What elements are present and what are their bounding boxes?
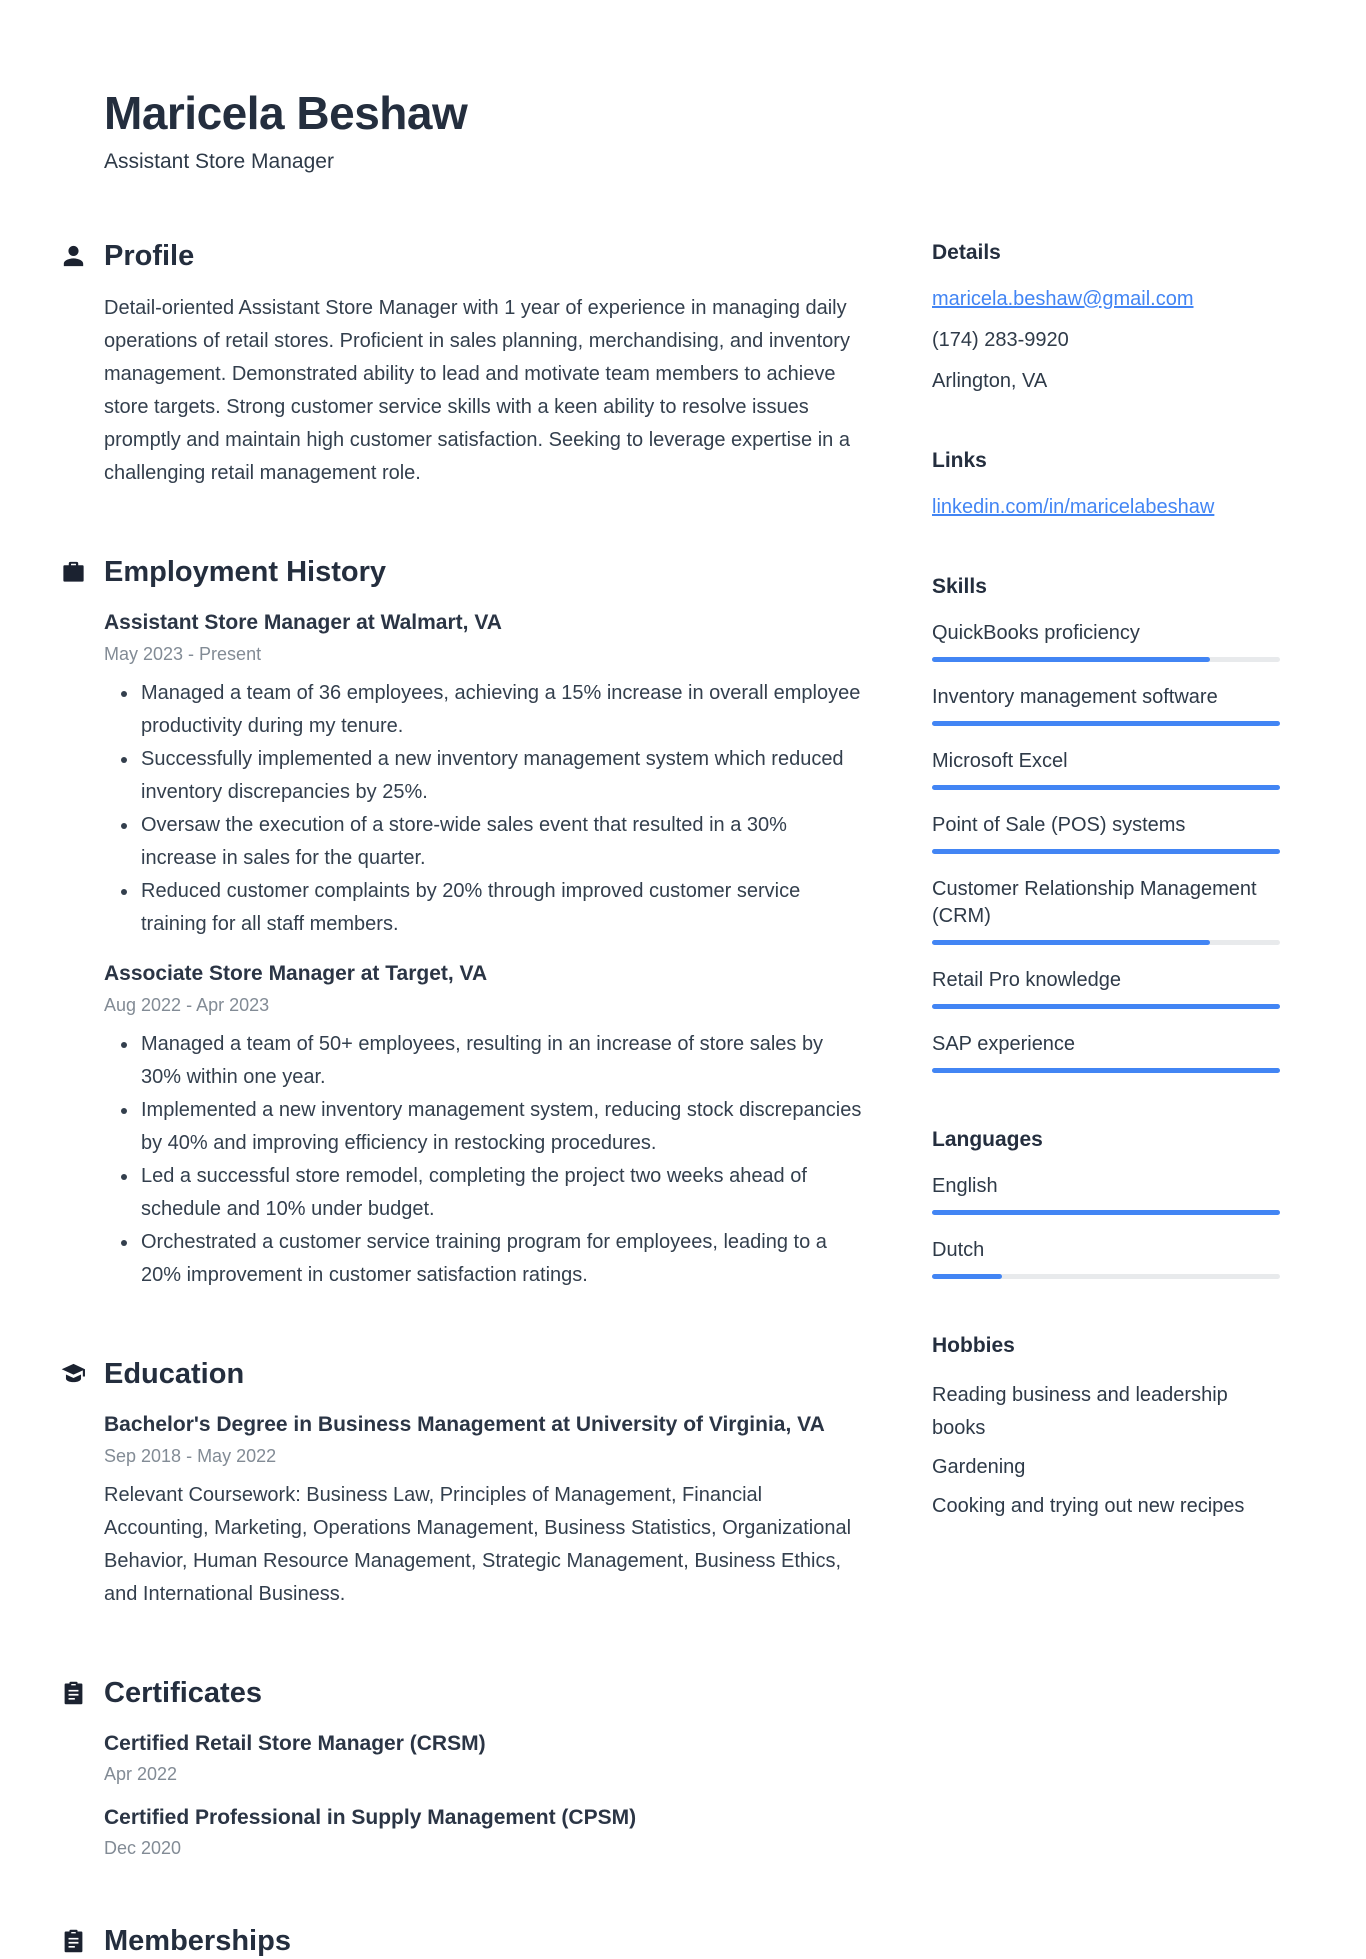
details-section [932,240,1280,394]
skill-bar [932,940,1280,945]
certificate-date: Apr 2022 [104,1764,178,1784]
employment-section [104,554,862,1292]
certificates-heading-label: Certificates [104,1677,262,1709]
skill-label: QuickBooks proficiency [932,622,1140,644]
content-columns [104,174,1280,1959]
link-row [932,494,1280,520]
memberships-section [104,1923,862,1959]
job-title: Associate Store Manager at Target, VA [104,962,488,985]
skill-bar [932,849,1280,854]
language-bar [932,1210,1280,1215]
skill-label: Retail Pro knowledge [932,969,1121,991]
education-heading-label: Education [104,1358,245,1390]
skill-bar-fill [932,1004,1280,1009]
job-bullet: • Successfully implemented a new inventory management system which reduced inventory discrepancies by 25%. [139,743,862,809]
clipboard-icon [60,1928,87,1955]
location: Arlington, VA [932,370,1048,392]
skill-item [932,1031,1280,1073]
language-label: English [932,1175,998,1197]
hobby-item: Reading business and leadership books [932,1384,1228,1439]
employment-heading-label: Employment History [104,556,386,588]
memberships-heading-label: Memberships [104,1925,291,1957]
skill-item [932,876,1280,945]
education-degree: Bachelor's Degree in Business Management at University of Virginia, VA [104,1413,825,1436]
education-period: Sep 2018 - May 2022 [104,1446,277,1466]
languages-heading: Languages [932,1128,1043,1151]
job-entry [104,959,862,1292]
briefcase-icon [60,559,87,586]
job-bullet: • Oversaw the execution of a store-wide sales event that resulted in a 30% increase in sales for the quarter. [139,809,862,875]
certificates-section [104,1675,862,1859]
profile-heading-label: Profile [104,240,195,272]
certificate-title: Certified Professional in Supply Management (CPSM) [104,1806,637,1829]
resume-header [104,88,1280,174]
hobby-item: Gardening [932,1456,1026,1478]
job-bullet: • Reduced customer complaints by 20% through improved customer service training for all staff members. [139,875,862,941]
skill-bar-fill [932,940,1210,945]
skill-bar [932,1068,1280,1073]
job-bullet-list [104,1028,862,1292]
skills-section [932,574,1280,1073]
job-bullet: • Managed a team of 50+ employees, resulting in an increase of store sales by 30% within one year. [139,1028,862,1094]
email-row [932,286,1280,312]
graduation-cap-icon [60,1361,87,1388]
memberships-heading [104,1923,862,1959]
links-heading: Links [932,449,987,472]
language-item [932,1237,1280,1279]
certificate-title: Certified Retail Store Manager (CRSM) [104,1732,486,1755]
job-bullet: • Implemented a new inventory management system, reducing stock discrepancies by 40% and improving efficiency in restocking procedures. [139,1094,862,1160]
job-period: May 2023 - Present [104,644,262,664]
skill-label: Inventory management software [932,686,1218,708]
profile-text: Detail-oriented Assistant Store Manager with 1 year of experience in managing daily operations of retail stores. Proficient in sales planning, merchandising, and inventory management. Demonstrated ability to lead and motivate team members to achieve store targets. Strong customer service skills with a keen ability to resolve issues promptly and maintain high customer satisfaction. Seeking to leverage expertise in a challenging retail management role. [104,297,850,484]
skill-label: Point of Sale (POS) systems [932,814,1186,836]
hobbies-section [932,1333,1280,1523]
job-bullet-list [104,677,862,941]
certificate-date: Dec 2020 [104,1838,182,1858]
language-item [932,1173,1280,1215]
main-column [104,174,862,1959]
skill-item [932,684,1280,726]
job-title: Assistant Store Manager at Walmart, VA [104,611,502,634]
skill-item [932,967,1280,1009]
languages-section [932,1127,1280,1279]
language-bar [932,1274,1280,1279]
person-icon [60,243,87,270]
education-section [104,1356,862,1611]
skill-bar-fill [932,785,1280,790]
skill-bar-fill [932,657,1210,662]
skill-bar [932,721,1280,726]
job-subtitle: Assistant Store Manager [104,150,334,173]
hobbies-heading: Hobbies [932,1334,1015,1357]
employment-heading [104,554,862,590]
job-bullet: • Orchestrated a customer service training program for employees, leading to a 20% improvement in customer satisfaction ratings. [139,1226,862,1292]
skill-item [932,620,1280,662]
links-section [932,448,1280,520]
page-title: Maricela Beshaw [104,87,468,139]
sidebar [932,174,1280,1577]
language-bar-fill [932,1274,1002,1279]
education-heading [104,1356,862,1392]
linkedin-link[interactable]: linkedin.com/in/maricelabeshaw [932,496,1215,518]
skill-item [932,812,1280,854]
language-label: Dutch [932,1239,985,1261]
skill-bar-fill [932,1068,1280,1073]
phone-number: (174) 283-9920 [932,329,1069,351]
job-period: Aug 2022 - Apr 2023 [104,995,270,1015]
skill-bar [932,785,1280,790]
job-entry [104,608,862,941]
certificates-heading [104,1675,862,1711]
skill-label: Customer Relationship Management (CRM) [932,878,1257,927]
details-heading: Details [932,241,1001,264]
skill-label: SAP experience [932,1033,1076,1055]
job-bullet: • Managed a team of 36 employees, achieving a 15% increase in overall employee productivity during my tenure. [139,677,862,743]
education-description: Relevant Coursework: Business Law, Principles of Management, Financial Accounting, Marketing, Operations Management, Business Statistics, Organizational Behavior, Human Resource Management, Strategic Management, Business Ethics, and International Business. [104,1484,852,1605]
skills-heading: Skills [932,575,987,598]
skill-bar [932,657,1280,662]
skill-item [932,748,1280,790]
skill-label: Microsoft Excel [932,750,1068,772]
hobby-item: Cooking and trying out new recipes [932,1495,1245,1517]
skill-bar [932,1004,1280,1009]
skill-bar-fill [932,721,1280,726]
profile-heading [104,238,862,274]
language-bar-fill [932,1210,1280,1215]
clipboard-icon [60,1680,87,1707]
skill-bar-fill [932,849,1280,854]
email-link[interactable]: maricela.beshaw@gmail.com [932,288,1194,310]
job-bullet: • Led a successful store remodel, completing the project two weeks ahead of schedule and 10% under budget. [139,1160,862,1226]
profile-section [104,238,862,490]
